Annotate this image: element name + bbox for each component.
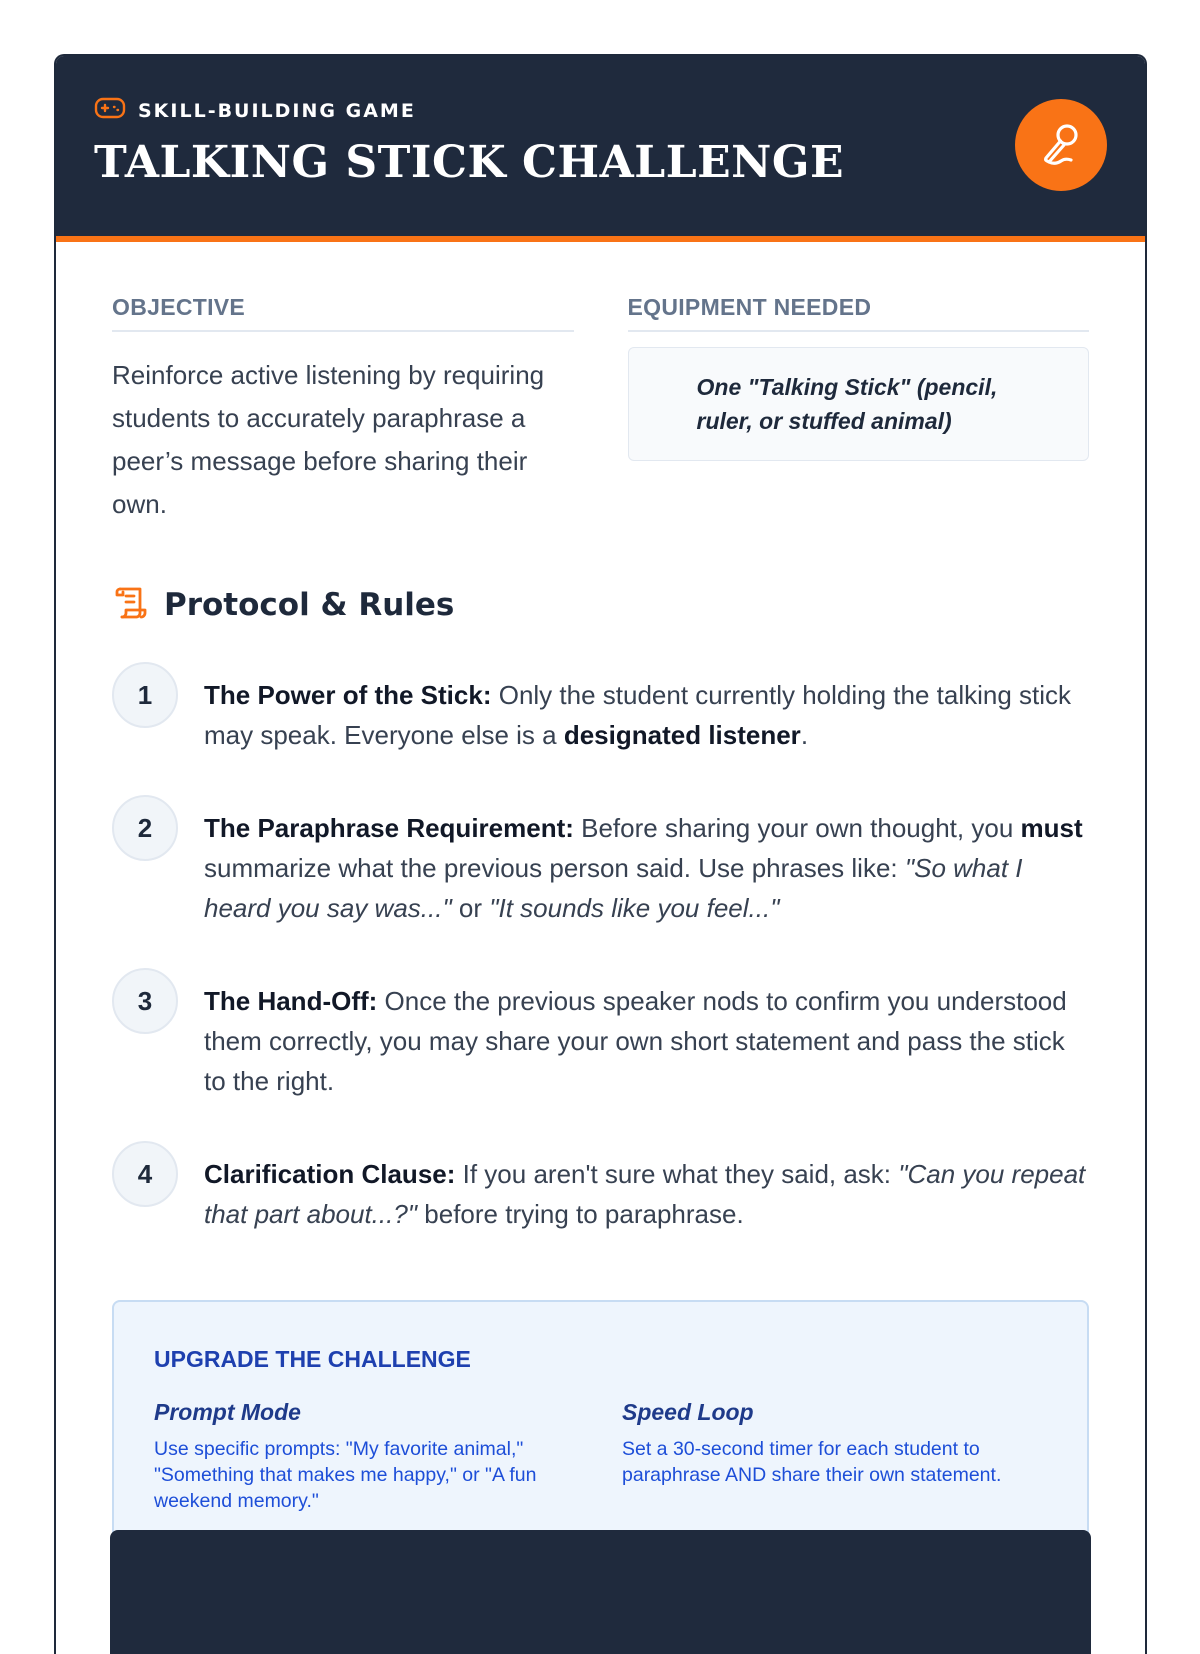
upgrade-mode-text: Use specific prompts: "My favorite animal," "Something that makes me happy," or "A fun weekend memory." <box>154 1438 537 1512</box>
eyebrow <box>94 96 1145 125</box>
rule-item <box>112 662 1089 755</box>
rule-title: The Power of the Stick: <box>204 680 492 710</box>
rule-body: summarize what the previous person said. Use phrases like: <box>204 853 905 883</box>
objective-section <box>112 294 574 526</box>
card-body <box>56 242 1145 1554</box>
upgrade-grid <box>154 1399 1047 1514</box>
eyebrow-text: SKILL-BUILDING GAME <box>138 99 416 122</box>
upgrade-mode-text: Set a 30-second timer for each student to paraphrase AND share their own statement. <box>622 1438 1002 1486</box>
rule-number: 4 <box>112 1141 178 1207</box>
rule-number: 3 <box>112 968 178 1034</box>
rule-emphasis: designated listener <box>563 720 801 750</box>
page-title: TALKING STICK CHALLENGE <box>94 137 845 188</box>
rule-body: Before sharing your own thought, you <box>573 813 1021 843</box>
rules-title: Protocol & Rules <box>164 586 455 623</box>
rule-body: Once the previous speaker nods to confirm you understood them correctly, you may share your own short statement and pass the stick to the right. <box>204 986 1067 1096</box>
rule-item <box>112 1141 1089 1234</box>
rule-text <box>204 1141 1089 1234</box>
upgrade-mode <box>622 1399 1042 1514</box>
rule-title: The Paraphrase Requirement: <box>204 813 574 843</box>
upgrade-title: UPGRADE THE CHALLENGE <box>154 1346 471 1372</box>
rule-text <box>204 662 1089 755</box>
objective-text: Reinforce active listening by requiring students to accurately paraphrase a peer’s message before sharing their own. <box>112 360 545 519</box>
overview-grid <box>112 294 1089 526</box>
rule-quote: "It sounds like you feel..." <box>489 893 780 923</box>
rule-text <box>204 795 1089 928</box>
equipment-box: One "Talking Stick" (pencil, ruler, or stuffed animal) <box>628 347 1090 461</box>
equipment-label: EQUIPMENT NEEDED <box>628 294 1090 332</box>
rules-heading <box>112 583 1089 626</box>
rule-emphasis: must <box>1020 813 1083 843</box>
microphone-icon <box>1037 119 1085 172</box>
rules-list <box>112 662 1089 1234</box>
scroll-icon <box>112 583 150 626</box>
footer-bar <box>110 1530 1091 1654</box>
rule-item <box>112 968 1089 1101</box>
rule-number: 1 <box>112 662 178 728</box>
rule-body: or <box>451 893 490 923</box>
gamepad-icon <box>94 96 126 125</box>
objective-label: OBJECTIVE <box>112 294 574 332</box>
rule-title: Clarification Clause: <box>204 1159 456 1189</box>
upgrade-panel <box>112 1300 1089 1554</box>
rule-body: Only the student currently holding the talking stick may speak. Everyone else is a <box>204 680 1072 750</box>
rule-item <box>112 795 1089 928</box>
rule-quote: "So what I heard you say was..." <box>204 853 1023 923</box>
rule-text <box>204 968 1089 1101</box>
card-header <box>56 56 1145 242</box>
game-card <box>54 54 1147 1654</box>
rule-body: before trying to paraphrase. <box>417 1199 744 1229</box>
microphone-badge <box>1015 99 1107 191</box>
rule-body: If you aren't sure what they said, ask: <box>455 1159 899 1189</box>
rule-body: . <box>800 720 809 750</box>
upgrade-mode-title: Speed Loop <box>622 1399 754 1425</box>
rule-number: 2 <box>112 795 178 861</box>
rule-title: The Hand-Off: <box>204 986 378 1016</box>
equipment-section <box>628 294 1090 526</box>
upgrade-mode-title: Prompt Mode <box>154 1399 301 1425</box>
rule-quote: "Can you repeat that part about...?" <box>204 1159 1086 1229</box>
upgrade-mode <box>154 1399 574 1514</box>
